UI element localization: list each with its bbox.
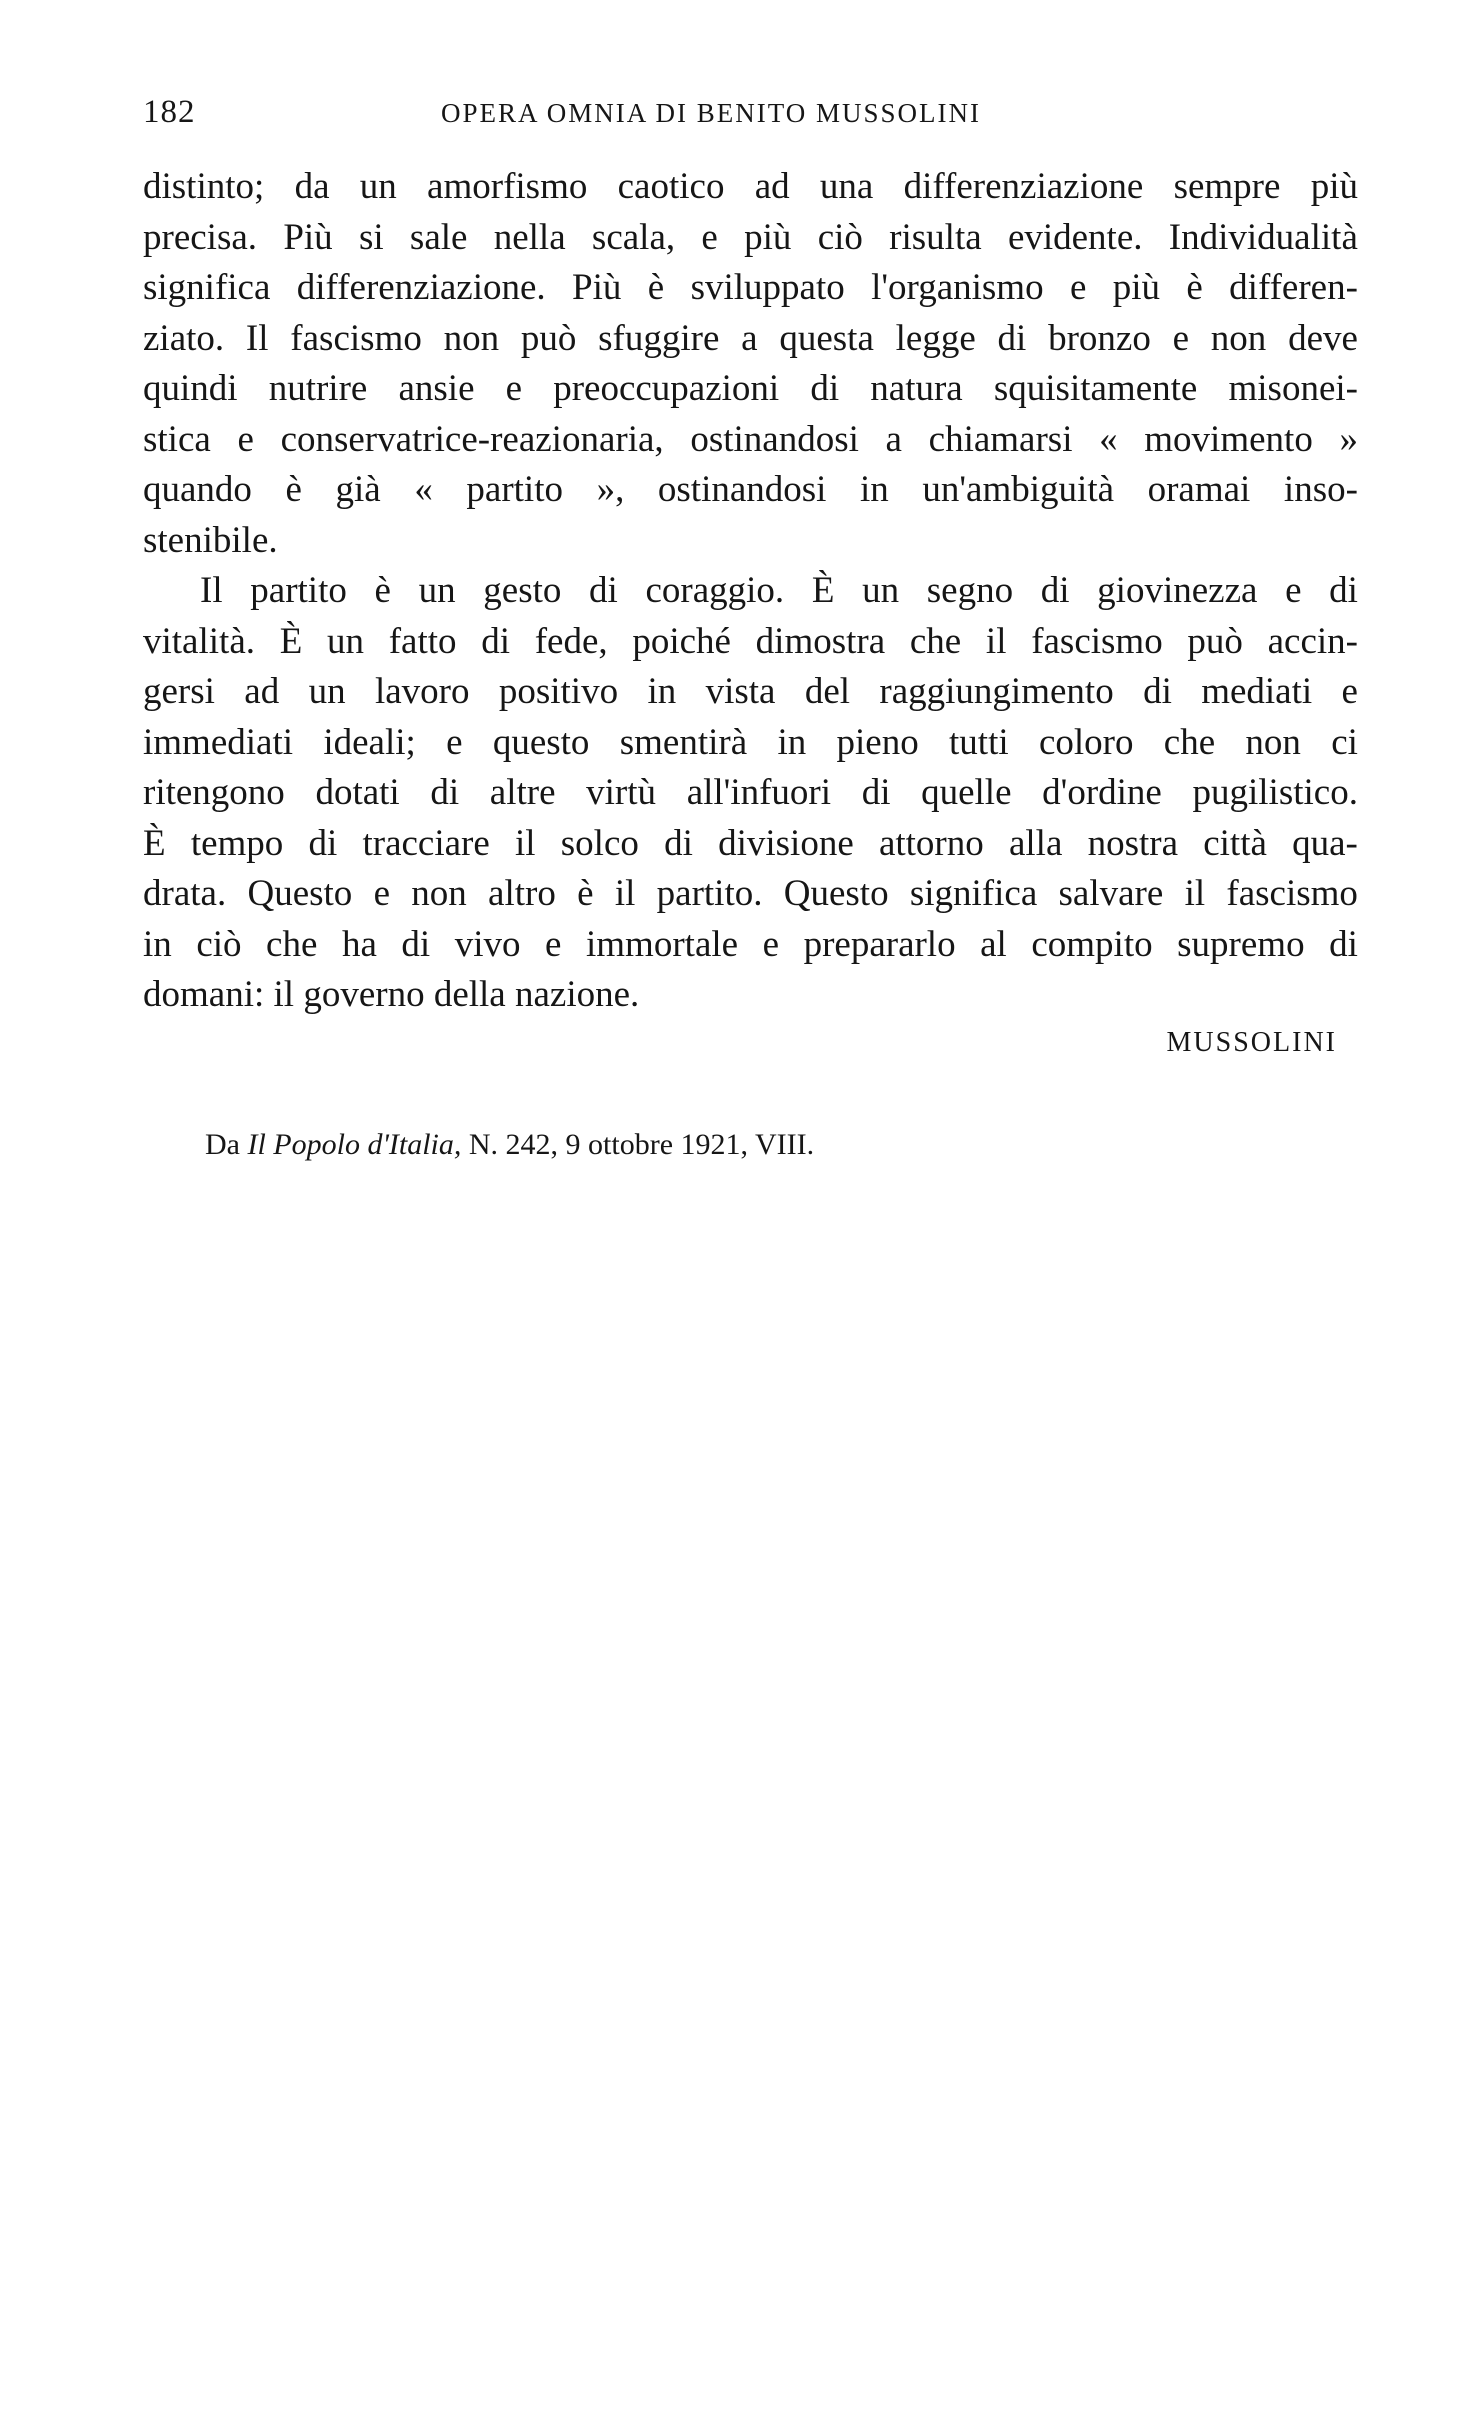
text-line: significa differenziazione. Più è sviluppato l'organismo e più è differen- xyxy=(143,267,1358,308)
paragraph xyxy=(143,566,1358,1021)
source-details: N. 242, 9 ottobre 1921, VIII. xyxy=(461,1128,815,1161)
author-signature: MUSSOLINI xyxy=(1166,1027,1337,1058)
newspaper-title: Il Popolo d'Italia, xyxy=(247,1128,462,1161)
text-line: in ciò che ha di vivo e immortale e prepararlo al compito supremo di xyxy=(143,923,1358,965)
running-head: OPERA OMNIA DI BENITO MUSSOLINI xyxy=(441,98,982,128)
text-line: È tempo di tracciare il solco di divisione attorno alla nostra città qua- xyxy=(143,822,1358,864)
text-line: drata. Questo e non altro è il partito. Questo significa salvare il fascismo xyxy=(143,873,1358,914)
article-body xyxy=(143,162,1358,1021)
text-line: precisa. Più si sale nella scala, e più ciò risulta evidente. Individualità xyxy=(143,216,1358,258)
paragraph xyxy=(143,162,1358,566)
page-header xyxy=(143,94,1358,144)
text-line: stica e conservatrice-reazionaria, ostinandosi a chiamarsi « movimento » xyxy=(143,418,1358,460)
text-line: stenibile. xyxy=(143,519,278,561)
source-prefix: Da xyxy=(205,1128,248,1161)
page-number: 182 xyxy=(143,94,196,130)
text-line: quindi nutrire ansie e preoccupazioni di natura squisitamente misonei- xyxy=(143,368,1358,409)
source-citation xyxy=(205,1128,814,1162)
text-line: ritengono dotati di altre virtù all'infuori di quelle d'ordine pugilistico. xyxy=(143,772,1358,813)
text-line: ziato. Il fascismo non può sfuggire a questa legge di bronzo e non deve xyxy=(143,317,1358,359)
text-line: vitalità. È un fatto di fede, poiché dimostra che il fascismo può accin- xyxy=(143,620,1358,662)
text-line: gersi ad un lavoro positivo in vista del raggiungimento di mediati e xyxy=(143,671,1358,712)
text-line: domani: il governo della nazione. xyxy=(143,974,640,1015)
text-line: Il partito è un gesto di coraggio. È un segno di giovinezza e di xyxy=(200,570,1358,611)
text-line: distinto; da un amorfismo caotico ad una differenziazione sempre più xyxy=(143,166,1358,207)
text-line: quando è già « partito », ostinandosi in un'ambiguità oramai inso- xyxy=(143,469,1358,510)
text-line: immediati ideali; e questo smentirà in pieno tutti coloro che non ci xyxy=(143,721,1358,763)
